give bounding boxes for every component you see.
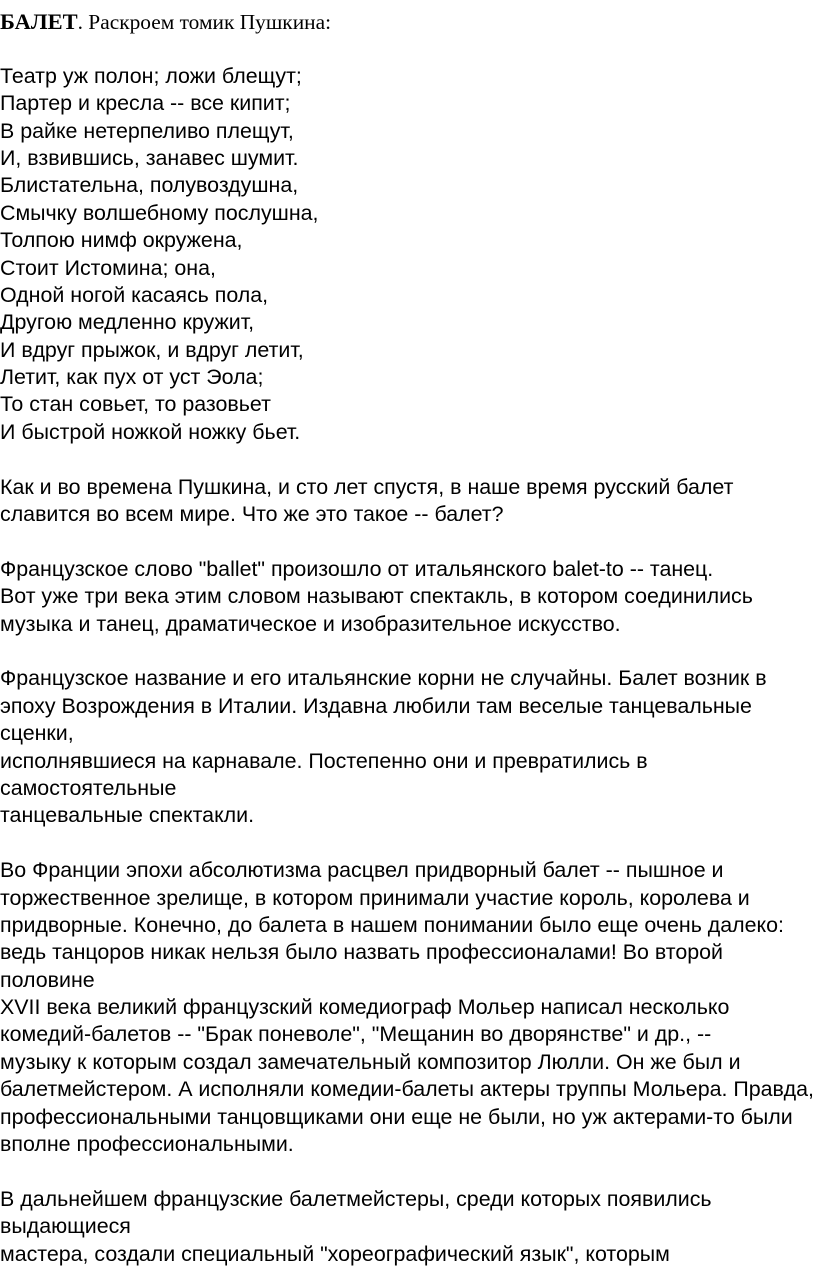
paragraph-line: славится во всем мире. Что же это такое -- балет?	[0, 502, 504, 527]
heading-title: БАЛЕТ	[0, 9, 78, 34]
paragraph-line: эпоху Возрождения в Италии. Издавна любили там веселые танцевальные	[0, 693, 752, 718]
document-heading	[0, 8, 816, 35]
paragraph-4	[0, 857, 816, 1158]
paragraph-line: самостоятельные	[0, 775, 177, 800]
paragraph-line: торжественное зрелище, в котором принимали участие король, королева и	[0, 885, 750, 910]
paragraph-line: вполне профессиональными.	[0, 1132, 294, 1157]
poem-line: И, взвившись, занавес шумит.	[0, 145, 299, 170]
poem-line: Стоит Истомина; она,	[0, 255, 216, 280]
poem-line: В райке нетерпеливо плещут,	[0, 118, 294, 143]
poem-line: Летит, как пух от уст Эола;	[0, 365, 264, 390]
spacer	[0, 35, 816, 62]
paragraph-line: выдающиеся	[0, 1214, 131, 1239]
paragraph-line: придворные. Конечно, до балета в нашем понимании было еще очень далеко:	[0, 912, 784, 937]
poem-line: И вдруг прыжок, и вдруг летит,	[0, 337, 304, 362]
paragraph-line: Французское название и его итальянские корни не случайны. Балет возник в	[0, 666, 767, 691]
poem-block	[0, 63, 816, 446]
paragraph-line: музыку к которым создал замечательный композитор Люлли. Он же был и	[0, 1049, 741, 1074]
paragraph-2	[0, 556, 816, 638]
paragraph-line: Как и во времена Пушкина, и сто лет спустя, в наше время русский балет	[0, 474, 734, 499]
spacer	[0, 638, 816, 665]
paragraph-5	[0, 1186, 816, 1268]
poem-line: Смычку волшебному послушна,	[0, 200, 319, 225]
paragraph-line: мастера, создали специальный "хореографический язык", которым	[0, 1241, 670, 1266]
paragraph-line: музыка и танец, драматическое и изобразительное искусство.	[0, 611, 621, 636]
paragraph-line: Во Франции эпохи абсолютизма расцвел придворный балет -- пышное и	[0, 858, 724, 883]
spacer	[0, 446, 816, 473]
paragraph-line: ведь танцоров никак нельзя было назвать профессионалами! Во второй	[0, 940, 723, 965]
paragraph-line: Вот уже три века этим словом называют спектакль, в котором соединились	[0, 584, 753, 609]
poem-line: Другою медленно кружит,	[0, 310, 255, 335]
paragraph-line: половине	[0, 967, 95, 992]
poem-line: То стан совьет, то разовьет	[0, 392, 271, 417]
spacer	[0, 528, 816, 555]
paragraph-line: XVII века великий французский комедиограф Мольер написал несколько	[0, 995, 730, 1020]
paragraph-1	[0, 474, 816, 529]
paragraph-line: В дальнейшем французские балетмейстеры, среди которых появились	[0, 1186, 712, 1211]
paragraph-line: профессиональными танцовщиками они еще не были, но уж актерами-то были	[0, 1104, 793, 1129]
spacer	[0, 1158, 816, 1185]
poem-line: Партер и кресла -- все кипит;	[0, 91, 291, 116]
paragraph-line: Французское слово "ballet" произошло от итальянского balet-to -- танец.	[0, 556, 714, 581]
poem-line: Толпою нимф окружена,	[0, 228, 243, 253]
paragraph-line: исполнявшиеся на карнавале. Постепенно они и превратились в	[0, 748, 648, 773]
paragraph-3	[0, 665, 816, 829]
paragraph-line: комедий-балетов -- "Брак поневоле", "Мещанин во дворянстве" и др., --	[0, 1022, 712, 1047]
paragraph-line: танцевальные спектакли.	[0, 803, 255, 828]
poem-line: Театр уж полон; ложи блещут;	[0, 63, 302, 88]
paragraph-line: сценки,	[0, 721, 74, 746]
poem-line: И быстрой ножкой ножку бьет.	[0, 419, 301, 444]
poem-line: Одной ногой касаясь пола,	[0, 282, 269, 307]
poem-line: Блистательна, полувоздушна,	[0, 173, 299, 198]
paragraph-line: балетмейстером. А исполняли комедии-балеты актеры труппы Мольера. Правда,	[0, 1077, 814, 1102]
heading-intro: . Раскроем томик Пушкина:	[77, 10, 332, 34]
spacer	[0, 830, 816, 857]
